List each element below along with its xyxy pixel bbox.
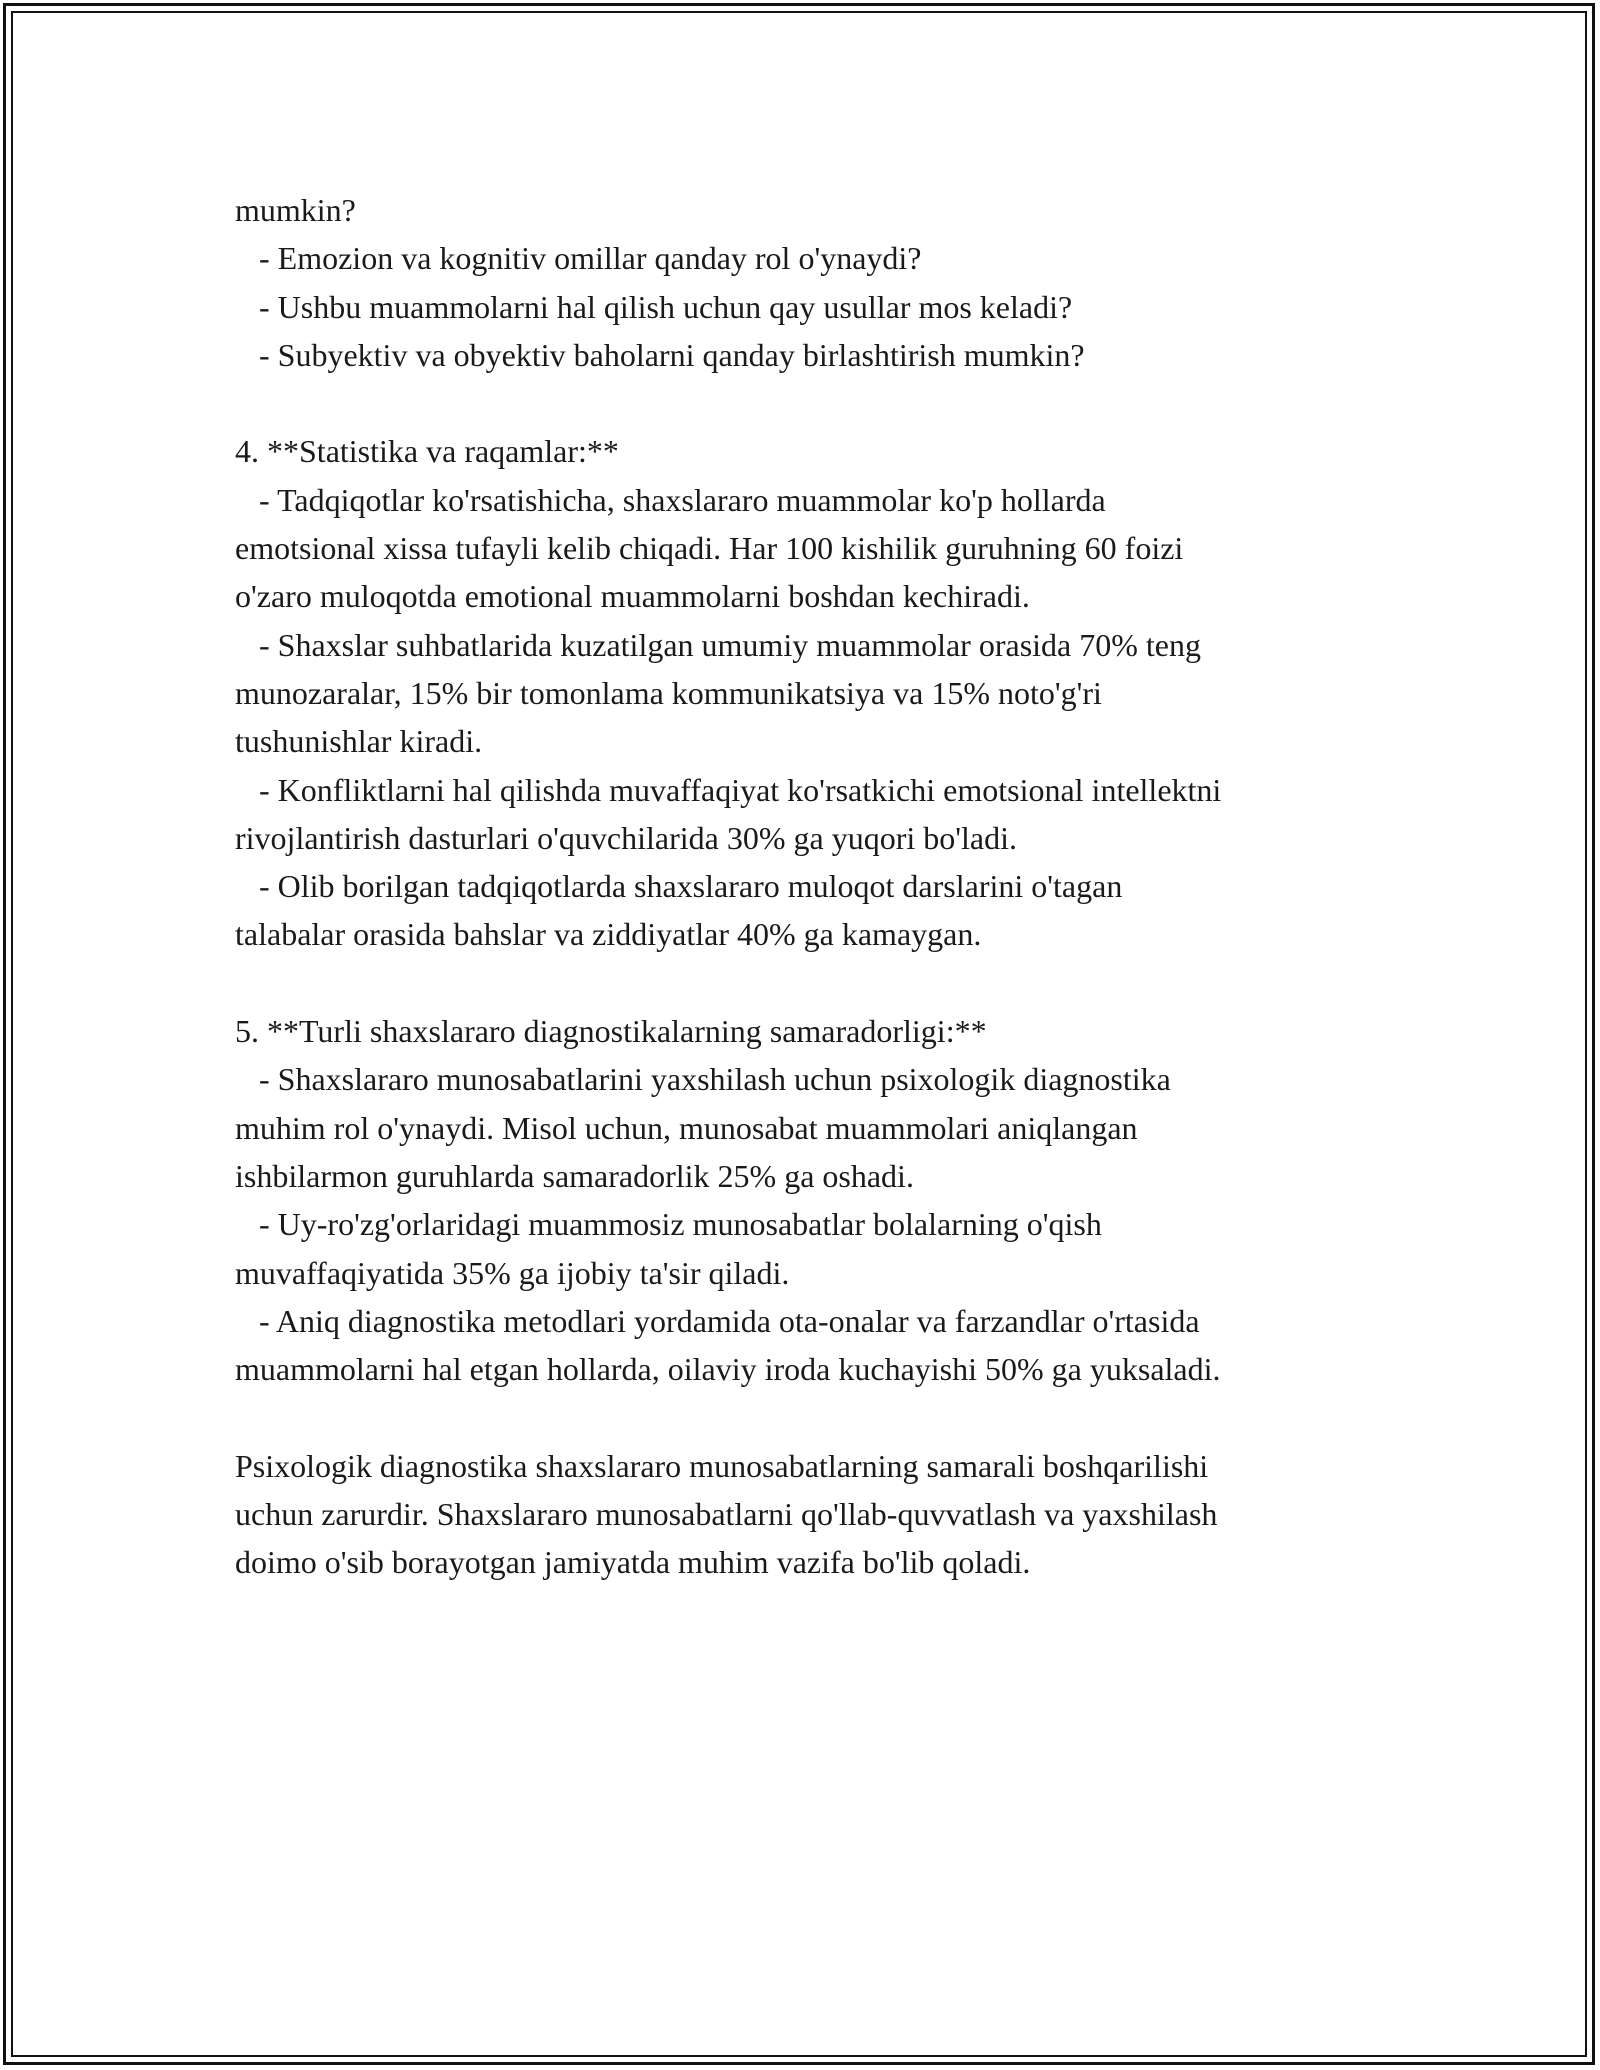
bullet-line: - Aniq diagnostika metodlari yordamida ota-onalar va farzandlar o'rtasida — [235, 1302, 1200, 1339]
bullet-line: - Shaxslar suhbatlarida kuzatilgan umumiy muammolar orasida 70% teng — [235, 626, 1201, 663]
bullet-line: - Subyektiv va obyektiv baholarni qanday birlashtirish mumkin? — [235, 336, 1085, 373]
text-line: munozaralar, 15% bir tomonlama kommunikatsiya va 15% noto'g'ri — [235, 674, 1102, 711]
text-line: ishbilarmon guruhlarda samaradorlik 25% ga oshadi. — [235, 1157, 914, 1194]
text-line: o'zaro muloqotda emotional muammolarni boshdan kechiradi. — [235, 578, 1030, 615]
text-line: muhim rol o'ynaydi. Misol uchun, munosabat muammolari aniqlangan — [235, 1109, 1138, 1146]
paragraph-questions-end — [235, 186, 1385, 379]
section-diagnostics-effectiveness — [235, 1007, 1385, 1393]
bullet-line: - Olib borilgan tadqiqotlarda shaxslararo muloqot darslarini o'tagan — [235, 868, 1123, 905]
text-line: muammolarni hal etgan hollarda, oilaviy iroda kuchayishi 50% ga yuksaladi. — [235, 1351, 1221, 1388]
section-statistics — [235, 427, 1385, 958]
text-line: doimo o'sib borayotgan jamiyatda muhim vazifa bo'lib qoladi. — [235, 1544, 1031, 1581]
section-heading: 4. **Statistika va raqamlar:** — [235, 433, 619, 470]
text-line: tushunishlar kiradi. — [235, 723, 483, 760]
paragraph-gap — [235, 959, 1385, 1007]
paragraph-gap — [235, 379, 1385, 427]
document-body — [235, 186, 1385, 1587]
bullet-line: - Ushbu muammolarni hal qilish uchun qay usullar mos keladi? — [235, 288, 1073, 325]
section-heading: 5. **Turli shaxslararo diagnostikalarning samaradorligi:** — [235, 1013, 987, 1050]
text-line: mumkin? — [235, 192, 356, 228]
text-line: uchun zarurdir. Shaxslararo munosabatlarni qo'llab-quvvatlash va yaxshilash — [235, 1496, 1218, 1533]
text-line: Psixologik diagnostika shaxslararo munosabatlarning samarali boshqarilishi — [235, 1447, 1209, 1484]
bullet-line: - Uy-ro'zg'orlaridagi muammosiz munosabatlar bolalarning o'qish — [235, 1206, 1102, 1243]
bullet-line: - Tadqiqotlar ko'rsatishicha, shaxslararo muammolar ko'p hollarda — [235, 481, 1106, 518]
bullet-line: - Shaxslararo munosabatlarini yaxshilash uchun psixologik diagnostika — [235, 1061, 1171, 1098]
bullet-line: - Konfliktlarni hal qilishda muvaffaqiyat ko'rsatkichi emotsional intellektni — [235, 771, 1222, 808]
text-line: muvaffaqiyatida 35% ga ijobiy ta'sir qiladi. — [235, 1254, 790, 1291]
text-line: emotsional xissa tufayli kelib chiqadi. Har 100 kishilik guruhning 60 foizi — [235, 530, 1184, 567]
text-line: talabalar orasida bahslar va ziddiyatlar 40% ga kamaygan. — [235, 916, 982, 953]
paragraph-gap — [235, 1393, 1385, 1441]
bullet-line: - Emozion va kognitiv omillar qanday rol o'ynaydi? — [235, 240, 922, 277]
paragraph-conclusion — [235, 1442, 1385, 1587]
text-line: rivojlantirish dasturlari o'quvchilarida 30% ga yuqori bo'ladi. — [235, 819, 1018, 856]
